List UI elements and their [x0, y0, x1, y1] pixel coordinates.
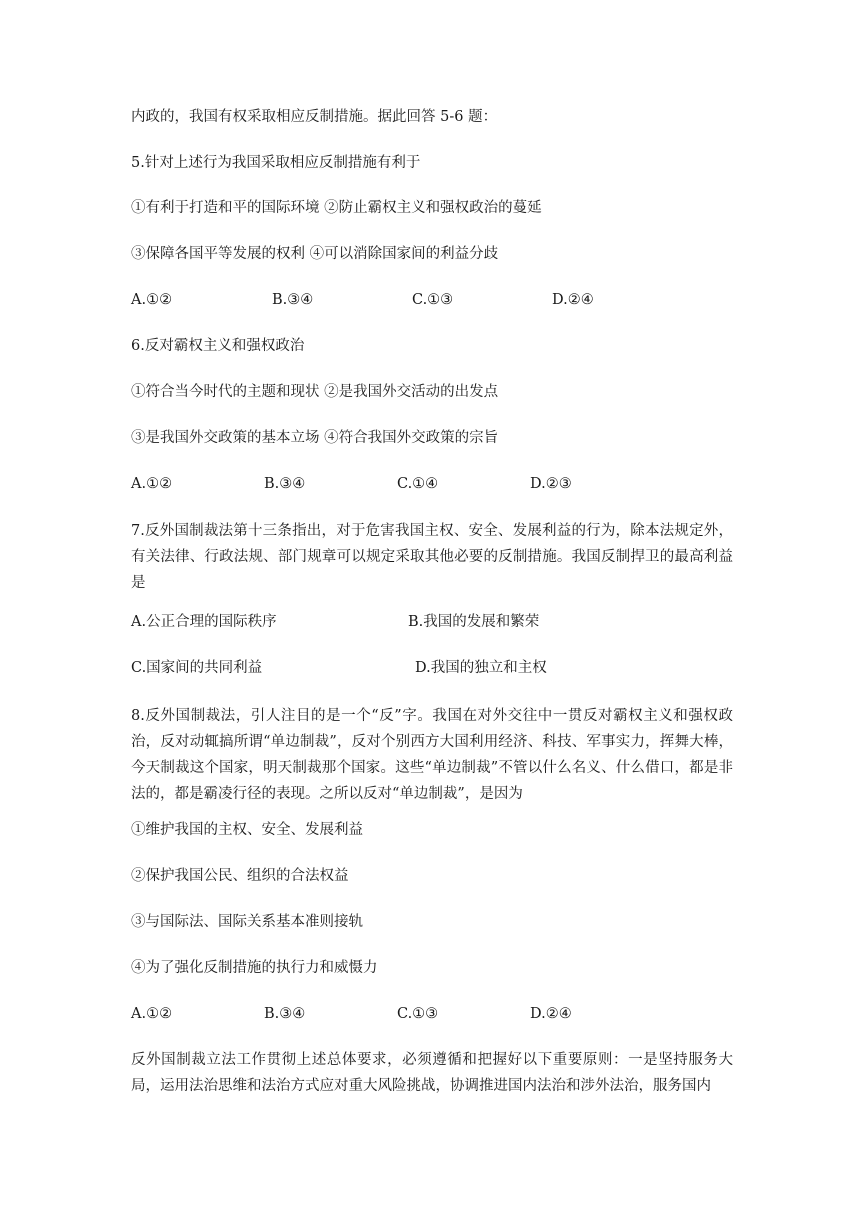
- q7-option-c: C.国家间的共同利益: [131, 660, 263, 676]
- q5-option-a: A.①②: [131, 292, 173, 308]
- q5-statements-2: ③保障各国平等发展的权利 ④可以消除国家间的利益分歧: [131, 246, 499, 262]
- q5-stem: 5.针对上述行为我国采取相应反制措施有利于: [131, 155, 421, 171]
- q5-statements-1: ①有利于打造和平的国际环境 ②防止霸权主义和强权政治的蔓延: [131, 200, 542, 216]
- q8-option-b: B.③④: [264, 1006, 306, 1022]
- q8-statement-4: ④为了强化反制措施的执行力和威慑力: [131, 960, 378, 976]
- q5-option-d: D.②④: [552, 292, 594, 308]
- q7-stem: 7.反外国制裁法第十三条指出，对于危害我国主权、安全、发展利益的行为，除本法规定外，有关法律、行政法规、部门规章可以规定采取其他必要的反制措施。我国反制捍卫的最高利益是: [131, 523, 733, 591]
- q5-option-c: C.①③: [412, 292, 454, 308]
- q6-option-b: B.③④: [264, 476, 306, 492]
- q8-statement-1: ①维护我国的主权、安全、发展利益: [131, 822, 363, 838]
- q7-option-d: D.我国的独立和主权: [415, 660, 547, 676]
- q8-option-d: D.②④: [530, 1006, 572, 1022]
- intro-text: 内政的，我国有权采取相应反制措施。据此回答 5-6 题：: [131, 109, 498, 125]
- q7-option-a: A.公正合理的国际秩序: [131, 614, 277, 630]
- q6-option-d: D.②③: [530, 476, 572, 492]
- q6-option-c: C.①④: [397, 476, 439, 492]
- q8-option-a: A.①②: [131, 1006, 173, 1022]
- q8-option-c: C.①③: [397, 1006, 439, 1022]
- q8-statement-2: ②保护我国公民、组织的合法权益: [131, 868, 349, 884]
- q6-stem: 6.反对霸权主义和强权政治: [131, 338, 305, 354]
- closing-paragraph: 反外国制裁立法工作贯彻上述总体要求，必须遵循和把握好以下重要原则：一是坚持服务大局，运用法治思维和法治方式应对重大风险挑战，协调推进国内法治和涉外法治，服务国内: [131, 1052, 733, 1094]
- q6-statements-2: ③是我国外交政策的基本立场 ④符合我国外交政策的宗旨: [131, 430, 499, 446]
- q6-statements-1: ①符合当今时代的主题和现状 ②是我国外交活动的出发点: [131, 384, 499, 400]
- q8-statement-3: ③与国际法、国际关系基本准则接轨: [131, 914, 363, 930]
- q7-option-b: B.我国的发展和繁荣: [408, 614, 540, 630]
- q6-option-a: A.①②: [131, 476, 173, 492]
- q8-stem: 8.反外国制裁法，引人注目的是一个“反”字。我国在对外交往中一贯反对霸权主义和强权政治，反对动辄搞所谓“单边制裁”，反对个别西方大国利用经济、科技、军事实力，挥舞大棒，今天制裁这个国家，明天制裁那个国家。这些“单边制裁”不管以什么名义、什么借口，都是非法的，都是霸凌行径的表现。之所以反对“单边制裁”，是因为: [131, 708, 733, 802]
- q5-option-b: B.③④: [272, 292, 314, 308]
